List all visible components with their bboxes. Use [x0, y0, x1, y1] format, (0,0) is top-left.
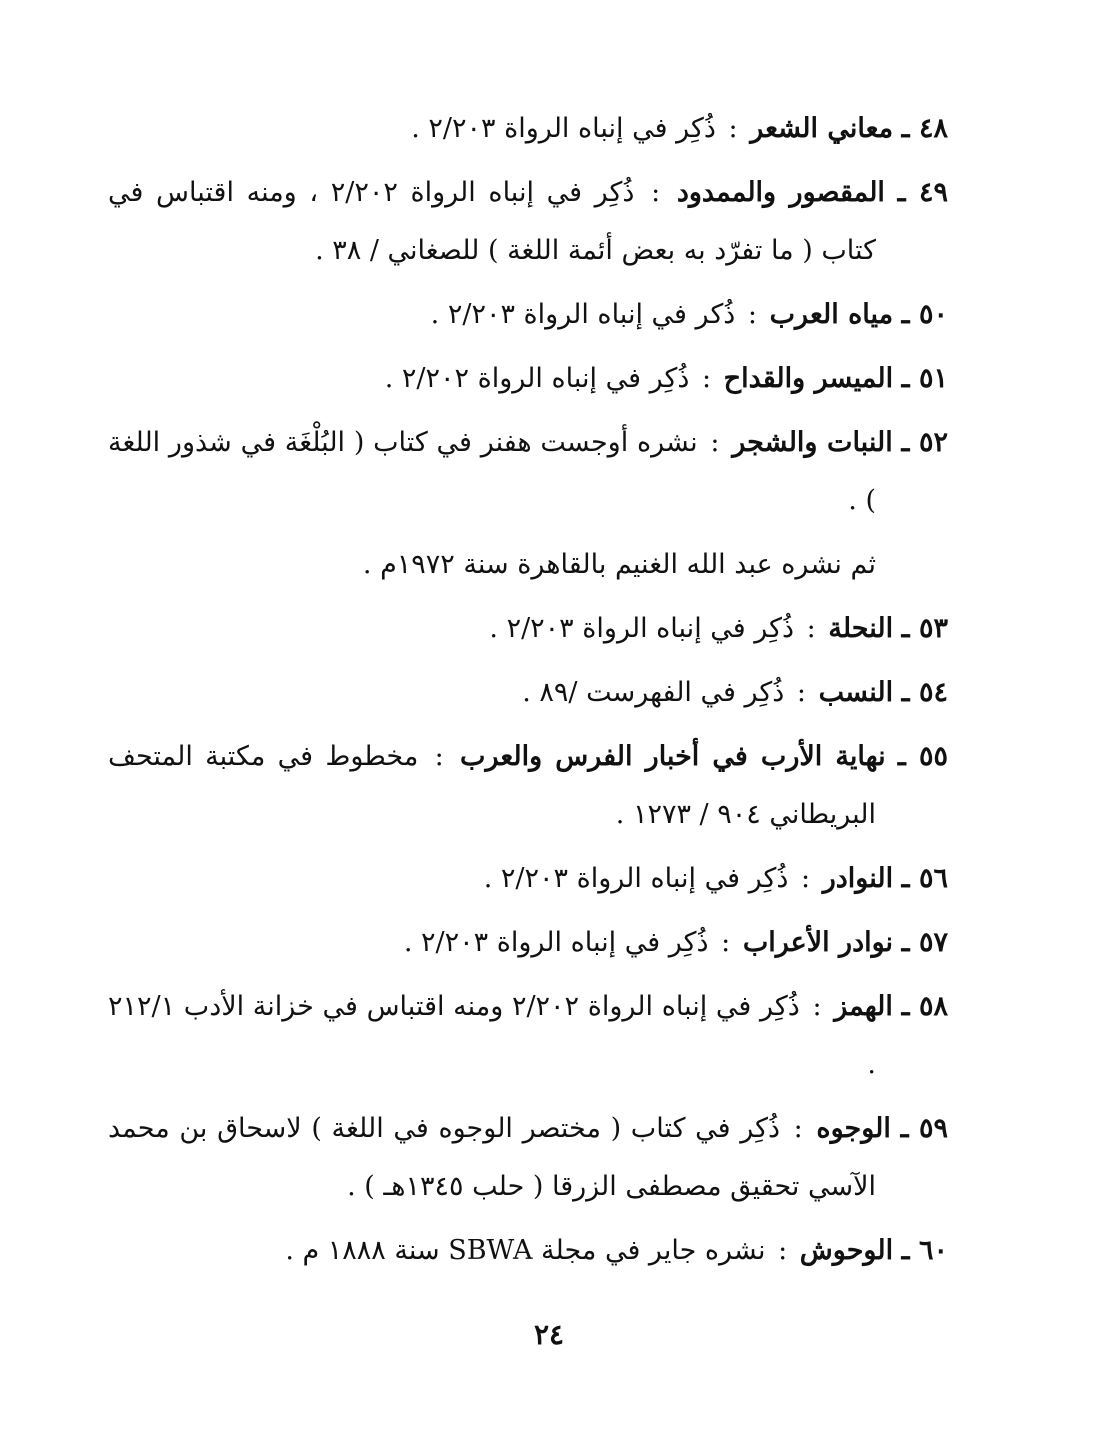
entry-title: مياه العرب: [769, 299, 894, 330]
list-item: [108, 100, 948, 158]
entry-number: ٥٦ ـ: [901, 863, 948, 894]
entry-text: ذُكر في إنباه الرواة ٢/٢٠٣ .: [430, 299, 736, 330]
entry-number: ٤٩ ـ: [897, 177, 948, 208]
entry-number: ٥٢ ـ: [901, 427, 948, 458]
entry-title: النسب: [818, 677, 894, 708]
entry-title: معاني الشعر: [750, 113, 894, 144]
list-item: [108, 600, 948, 658]
entry-text: ذُكِر في إنباه الرواة ٢/٢٠٣ .: [489, 613, 795, 644]
entry-text: نشره أوجست هفنر في كتاب ( البُلْغَة في شذور اللغة ) .: [108, 427, 876, 516]
entry-separator: :: [728, 113, 738, 144]
page-number: ٢٤: [533, 1318, 565, 1351]
entry-text: نشره جاير في مجلة SBWA سنة ١٨٨٨ م .: [285, 1235, 766, 1266]
entry-title: نوادر الأعراب: [742, 927, 894, 958]
entry-number: ٥١ ـ: [901, 363, 948, 394]
entry-title: النحلة: [828, 613, 894, 644]
entry-separator: :: [747, 299, 758, 330]
entry-text: ذُكِر في إنباه الرواة ٢/٢٠٢ ، ومنه اقتباس في كتاب ( ما تفرّد به بعض أئمة اللغة ) للصغاني / ٣٨ .: [108, 177, 876, 266]
entry-separator: :: [793, 1113, 803, 1144]
entry-number: ٥٨ ـ: [901, 991, 948, 1022]
entry-number: ٥٠ ـ: [901, 299, 948, 330]
entry-title: الوجوه: [816, 1113, 891, 1144]
entry-separator: :: [806, 613, 816, 644]
list-item: [108, 914, 948, 972]
list-item: [108, 978, 948, 1094]
list-item: [108, 1222, 948, 1280]
entry-separator: :: [710, 427, 720, 458]
entry-separator: :: [721, 927, 731, 958]
list-item: [108, 728, 948, 844]
entry-number: ٦٠ ـ: [901, 1235, 948, 1266]
entry-separator: :: [812, 991, 822, 1022]
entry-title: النبات والشجر: [732, 427, 893, 458]
entry-text: ذُكِر في إنباه الرواة ٢/٢٠٢ .: [384, 363, 690, 394]
entry-number: ٥٥ ـ: [897, 741, 948, 772]
entry-separator: :: [701, 363, 712, 394]
entry-title: الهمز: [834, 991, 893, 1022]
entry-text: ذُكِر في إنباه الرواة ٢/٢٠٣ .: [483, 863, 789, 894]
list-item: [108, 164, 948, 280]
entry-title: نهاية الأرب في أخبار الفرس والعرب: [460, 741, 886, 772]
entry-text: ذُكِر في كتاب ( مختصر الوجوه في اللغة ) لاسحاق بن محمد الآسي تحقيق مصطفى الزرقا ( حلب ١٣٤٥هـ ) .: [108, 1113, 876, 1202]
entry-text: ذُكِر في إنباه الرواة ٢/٢٠٣ .: [403, 927, 709, 958]
entry-note: ثم نشره عبد الله الغنيم بالقاهرة سنة ١٩٧٢م .: [362, 549, 876, 580]
list-item: [108, 850, 948, 908]
entry-text: ذُكِر في إنباه الرواة ٢/٢٠٢ ومنه اقتباس في خزانة الأدب ٢١٢/١ .: [108, 991, 876, 1080]
entry-text: ذُكِر في إنباه الرواة ٢/٢٠٣ .: [411, 113, 716, 144]
entry-separator: :: [796, 677, 806, 708]
entry-separator: :: [800, 863, 811, 894]
entry-number: ٥٩ ـ: [900, 1113, 948, 1144]
entry-separator: :: [434, 741, 444, 772]
entry-text: ذُكِر في الفهرست /٨٩ .: [522, 677, 785, 708]
list-item: [108, 664, 948, 722]
entry-title: الوحوش: [799, 1235, 894, 1266]
entry-text: مخطوط في مكتبة المتحف البريطاني ٩٠٤ / ١٢٧٣ .: [108, 741, 876, 830]
entry-separator: :: [651, 177, 661, 208]
list-item: [108, 1100, 948, 1216]
entry-title: المقصور والممدود: [676, 177, 885, 208]
entry-list: [108, 100, 948, 1286]
entry-number: ٥٤ ـ: [901, 677, 948, 708]
list-item: [108, 350, 948, 408]
entry-title: النوادر: [822, 863, 894, 894]
list-item: [108, 286, 948, 344]
entry-title: الميسر والقداح: [723, 363, 894, 394]
entry-separator: :: [778, 1235, 788, 1266]
entry-number: ٤٨ ـ: [901, 113, 948, 144]
list-item: [108, 414, 948, 530]
entry-number: ٥٣ ـ: [901, 613, 948, 644]
entry-number: ٥٧ ـ: [901, 927, 948, 958]
